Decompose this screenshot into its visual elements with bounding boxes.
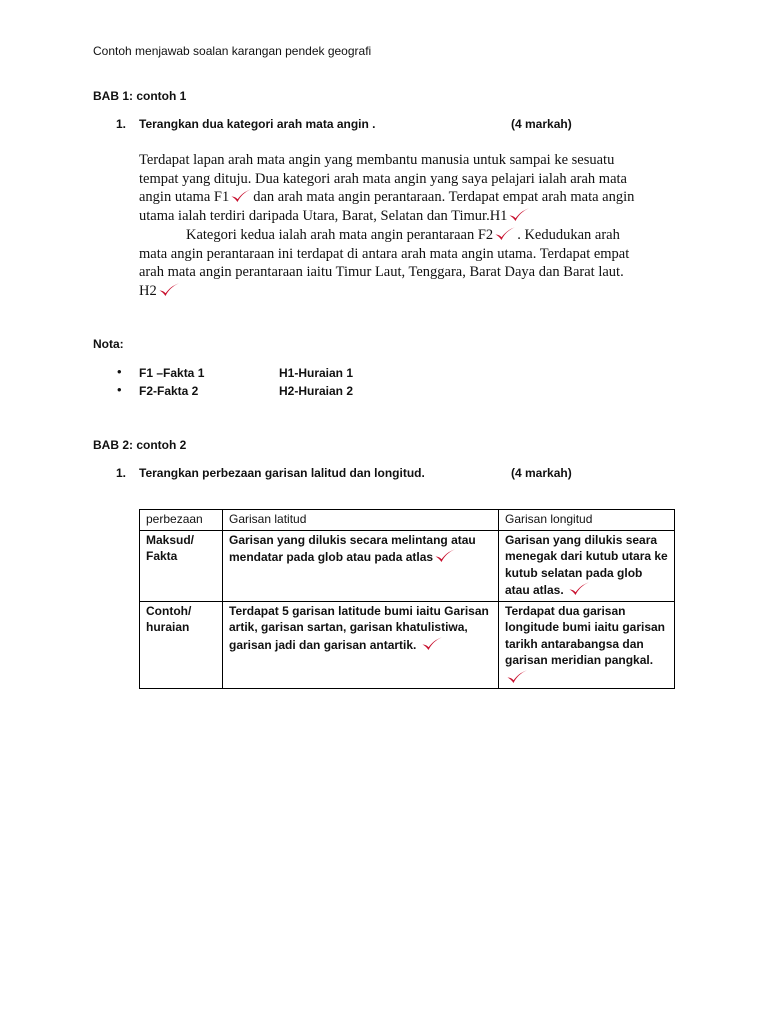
bab1-question: Terangkan dua kategori arah mata angin . — [139, 117, 376, 131]
bullet-icon: • — [117, 382, 122, 397]
bab2-question-number: 1. — [116, 466, 127, 480]
table-cell — [223, 601, 499, 689]
answer-fragment: utama ialah terdiri daripada Utara, Barat, Selatan dan Timur.H1 — [139, 208, 508, 224]
bab1-marks: (4 markah) — [511, 117, 572, 131]
checkmark-icon — [494, 226, 516, 242]
nota-item-left: F1 –Fakta 1 — [139, 366, 205, 380]
answer-fragment: H2 — [139, 283, 157, 299]
cell-text: Garisan yang dilukis seara menegak dari kutub utara ke kutub selatan pada glob atau atlas. — [505, 532, 668, 597]
table-header-cell: Garisan longitud — [499, 510, 675, 531]
bab1-question-number: 1. — [116, 117, 127, 131]
document-title: Contoh menjawab soalan karangan pendek geografi — [93, 44, 372, 58]
nota-item-left: F2-Fakta 2 — [139, 384, 199, 398]
checkmark-icon — [230, 188, 252, 204]
answer-line: tempat yang dituju. Dua kategori arah mata angin yang saya pelajari ialah arah mata — [139, 171, 627, 187]
bullet-icon: • — [117, 364, 122, 379]
answer-line — [186, 226, 620, 245]
table-row-label: Contoh/ huraian — [140, 601, 223, 689]
checkmark-icon — [508, 207, 530, 223]
answer-line — [139, 282, 181, 301]
answer-line: arah mata angin perantaraan iaitu Timur Laut, Tenggara, Barat Daya dan Barat laut. — [139, 264, 624, 280]
table-header-cell: Garisan latitud — [223, 510, 499, 531]
answer-fragment: angin utama F1 — [139, 189, 230, 205]
comparison-table — [139, 509, 675, 689]
bab1-heading: BAB 1: contoh 1 — [93, 89, 187, 103]
table-row — [140, 530, 675, 601]
table-cell — [223, 530, 499, 601]
checkmark-icon — [434, 548, 456, 564]
bab2-heading: BAB 2: contoh 2 — [93, 438, 187, 452]
answer-line — [139, 207, 531, 226]
bab2-question: Terangkan perbezaan garisan lalitud dan longitud. — [139, 466, 425, 480]
table-row-label: Maksud/ Fakta — [140, 530, 223, 601]
checkmark-icon — [568, 581, 590, 597]
cell-text: Terdapat 5 garisan latitude bumi iaitu Garisan artik, garisan sartan, garisan khatulistiwa, garisan jadi dan garisan antartik. — [229, 603, 489, 652]
answer-fragment: dan arah mata angin perantaraan. Terdapat empat arah mata angin — [253, 189, 635, 205]
table-header-row — [140, 510, 675, 531]
nota-item-right: H1-Huraian 1 — [279, 366, 354, 380]
cell-text: Terdapat dua garisan longitude bumi iaitu garisan tarikh antarabangsa dan garisan meridian pangkal. — [505, 603, 666, 667]
checkmark-icon — [421, 636, 443, 652]
table-row — [140, 601, 675, 689]
table-cell — [499, 601, 675, 689]
answer-line: Terdapat lapan arah mata angin yang membantu manusia untuk sampai ke sesuatu — [139, 152, 615, 168]
table-cell — [499, 530, 675, 601]
nota-item-right: H2-Huraian 2 — [279, 384, 354, 398]
table-header-cell: perbezaan — [140, 510, 223, 531]
answer-line: mata angin perantaraan ini terdapat di antara arah mata angin utama. Terdapat empat — [139, 246, 630, 262]
answer-fragment: . Kedudukan arah — [517, 227, 620, 243]
bab2-marks: (4 markah) — [511, 466, 572, 480]
answer-fragment: Kategori kedua ialah arah mata angin perantaraan F2 — [186, 227, 494, 243]
checkmark-icon — [158, 282, 180, 298]
answer-line — [139, 188, 634, 207]
cell-text: Garisan yang dilukis secara melintang atau mendatar pada glob atau pada atlas — [229, 532, 476, 564]
nota-heading: Nota: — [93, 337, 124, 351]
checkmark-icon — [506, 669, 528, 685]
